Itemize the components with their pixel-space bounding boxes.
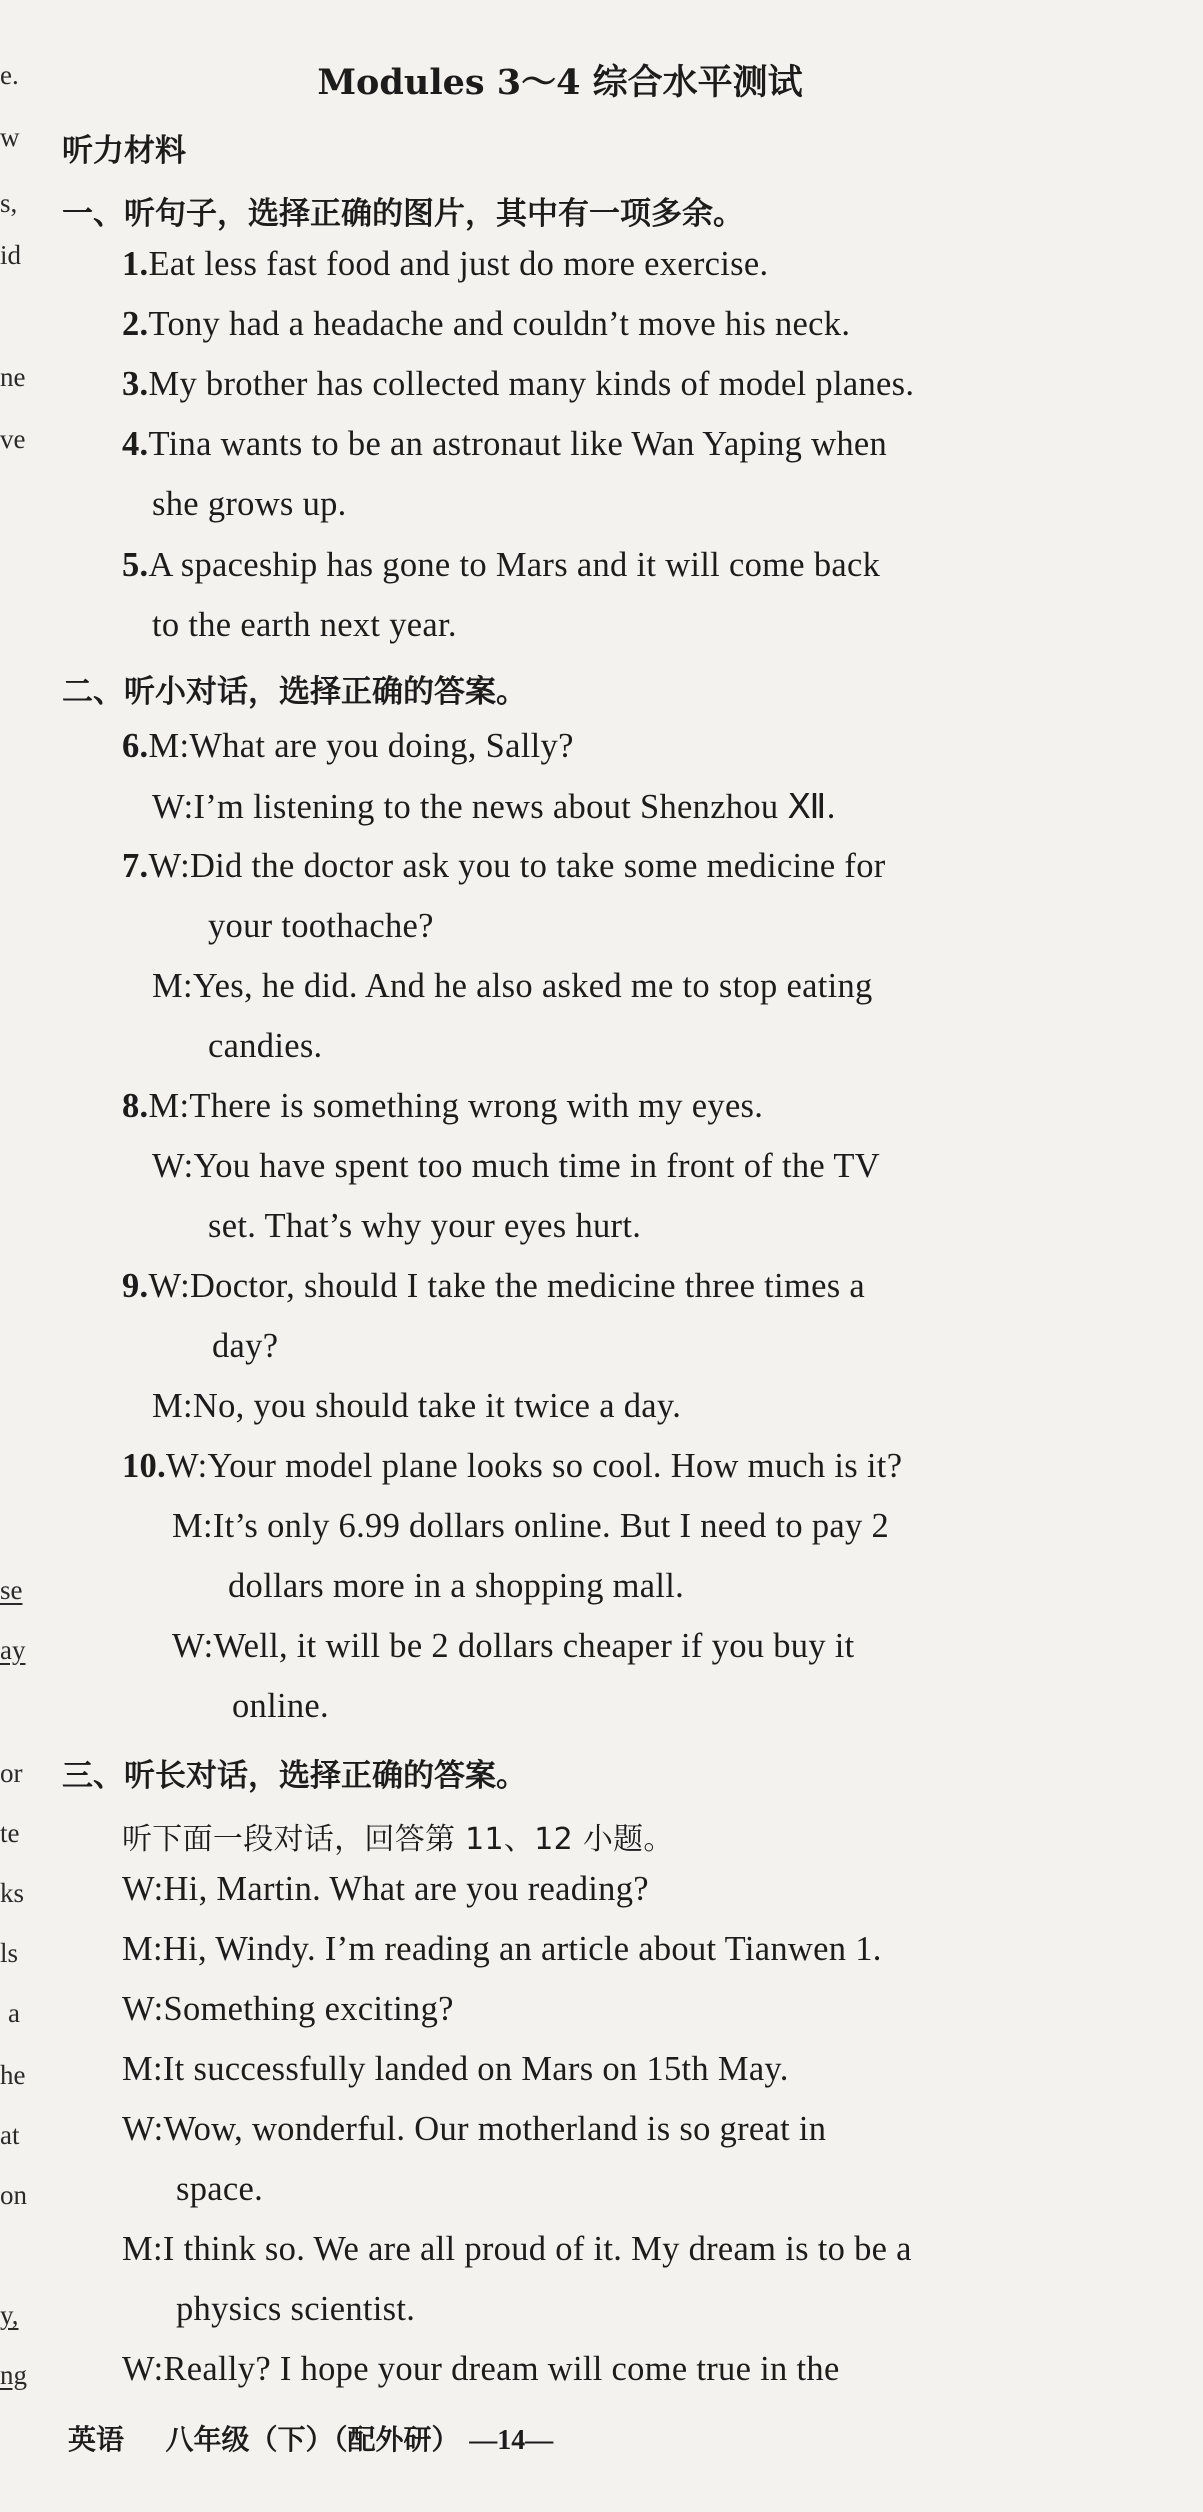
question-5-continued: to the earth next year. bbox=[152, 606, 457, 644]
margin-fragment: e. bbox=[0, 60, 19, 90]
margin-fragment: te bbox=[0, 1818, 20, 1848]
dialogue-text: Yes, he did. And he also asked me to stop eating bbox=[192, 967, 873, 1005]
question-7-line-1 bbox=[122, 847, 886, 886]
dialogue-line-5 bbox=[122, 2110, 826, 2149]
dialogue-text: Hi, Martin. What are you reading? bbox=[163, 1870, 649, 1908]
speaker: M: bbox=[148, 727, 190, 765]
margin-fragment: at bbox=[0, 2120, 20, 2150]
speaker: W: bbox=[172, 1627, 214, 1665]
question-7-line-2-continued: candies. bbox=[208, 1027, 323, 1065]
section-heading-listening-material: 听力材料 bbox=[62, 133, 186, 169]
margin-fragment: ay bbox=[0, 1635, 26, 1665]
part3-heading: 三、听长对话，选择正确的答案。 bbox=[62, 1758, 527, 1794]
margin-fragment: ve bbox=[0, 424, 26, 454]
dialogue-text: I think so. We are all proud of it. My dream is to be a bbox=[162, 2230, 912, 2268]
speaker: W: bbox=[122, 1870, 164, 1908]
dialogue-text: It’s only 6.99 dollars online. But I need to pay 2 bbox=[212, 1507, 890, 1545]
dialogue-line-3 bbox=[122, 1990, 454, 2029]
question-number: 6. bbox=[122, 727, 149, 765]
margin-fragment: ls bbox=[0, 1938, 19, 1968]
question-10-line-2 bbox=[172, 1507, 889, 1546]
page-footer bbox=[68, 2418, 553, 2458]
question-2 bbox=[122, 305, 850, 344]
question-text: Tina wants to be an astronaut like Wan Yaping when bbox=[148, 425, 888, 463]
speaker: W: bbox=[148, 847, 190, 885]
speaker: W: bbox=[152, 1147, 194, 1185]
dialogue-text: There is something wrong with my eyes. bbox=[189, 1087, 764, 1125]
dialogue-text: Well, it will be 2 dollars cheaper if you buy it bbox=[213, 1627, 855, 1665]
dialogue-text: What are you doing, Sally? bbox=[189, 727, 574, 765]
dialogue-line-6 bbox=[122, 2230, 912, 2269]
question-9-line-1-continued: day? bbox=[212, 1327, 279, 1365]
dialogue-text: Something exciting? bbox=[163, 1990, 454, 2028]
question-number: 4. bbox=[122, 425, 149, 463]
speaker: W: bbox=[152, 788, 194, 826]
footer-grade: 八年级（下）（配外研） bbox=[165, 2423, 460, 2456]
part3-intro: 听下面一段对话，回答第 11、12 小题。 bbox=[122, 1822, 674, 1857]
dialogue-text: No, you should take it twice a day. bbox=[192, 1387, 682, 1425]
question-9-line-2 bbox=[152, 1387, 681, 1426]
margin-fragment: on bbox=[0, 2180, 27, 2210]
margin-fragment: ks bbox=[0, 1878, 25, 1908]
question-4-continued: she grows up. bbox=[152, 485, 347, 523]
margin-fragment: se bbox=[0, 1575, 23, 1605]
question-10-line-3 bbox=[172, 1627, 855, 1666]
dialogue-line-4 bbox=[122, 2050, 789, 2089]
question-text: My brother has collected many kinds of model planes. bbox=[148, 365, 915, 403]
footer-subject: 英语 bbox=[68, 2423, 125, 2456]
dialogue-text: Hi, Windy. I’m reading an article about Tianwen 1. bbox=[162, 1930, 882, 1968]
question-9-line-1 bbox=[122, 1267, 865, 1306]
question-7-line-1-continued: your toothache? bbox=[208, 907, 434, 945]
margin-fragment: y, bbox=[0, 2300, 19, 2330]
question-text: A spaceship has gone to Mars and it will come back bbox=[148, 546, 881, 584]
dialogue-line-2 bbox=[122, 1930, 882, 1969]
page-title: Modules 3～4 综合水平测试 bbox=[317, 62, 803, 103]
dialogue-text: Doctor, should I take the medicine three times a bbox=[189, 1267, 865, 1305]
question-5 bbox=[122, 546, 880, 585]
question-number: 1. bbox=[122, 245, 149, 283]
question-10-line-1 bbox=[122, 1447, 902, 1486]
dialogue-line-6-continued: physics scientist. bbox=[176, 2290, 416, 2328]
speaker: M: bbox=[122, 2050, 163, 2088]
question-7-line-2 bbox=[152, 967, 873, 1006]
dialogue-text: Did the doctor ask you to take some medicine for bbox=[189, 847, 886, 885]
dialogue-line-7 bbox=[122, 2350, 840, 2389]
part2-heading: 二、听小对话，选择正确的答案。 bbox=[62, 674, 527, 710]
speaker: W: bbox=[148, 1267, 190, 1305]
question-number: 5. bbox=[122, 546, 149, 584]
question-text: Tony had a headache and couldn’t move his neck. bbox=[148, 305, 851, 343]
dialogue-line-5-continued: space. bbox=[176, 2170, 264, 2208]
margin-fragment: w bbox=[0, 122, 20, 152]
question-8-line-1 bbox=[122, 1087, 763, 1126]
speaker: W: bbox=[122, 1990, 164, 2028]
question-10-line-2-continued: dollars more in a shopping mall. bbox=[228, 1567, 685, 1605]
margin-fragment: he bbox=[0, 2060, 26, 2090]
question-3 bbox=[122, 365, 914, 404]
margin-fragment: or bbox=[0, 1758, 23, 1788]
question-6-line-1 bbox=[122, 727, 574, 766]
question-number: 2. bbox=[122, 305, 149, 343]
speaker: M: bbox=[172, 1507, 213, 1545]
question-1 bbox=[122, 245, 768, 284]
margin-fragment: ng bbox=[0, 2360, 27, 2390]
margin-fragment: a bbox=[8, 1998, 20, 2028]
speaker: M: bbox=[148, 1087, 190, 1125]
speaker: M: bbox=[122, 1930, 163, 1968]
dialogue-line-1 bbox=[122, 1870, 649, 1909]
question-8-line-2 bbox=[152, 1147, 880, 1186]
dialogue-text: You have spent too much time in front of the TV bbox=[193, 1147, 880, 1185]
margin-fragment: id bbox=[0, 240, 22, 270]
speaker: W: bbox=[122, 2350, 164, 2388]
dialogue-text: I’m listening to the news about Shenzhou Ⅻ. bbox=[193, 788, 836, 826]
question-number: 9. bbox=[122, 1267, 149, 1305]
speaker: W: bbox=[166, 1447, 208, 1485]
speaker: M: bbox=[152, 967, 193, 1005]
question-6-line-2 bbox=[152, 787, 836, 827]
margin-fragment: s, bbox=[0, 188, 18, 218]
question-number: 3. bbox=[122, 365, 149, 403]
margin-fragment: ne bbox=[0, 362, 26, 392]
speaker: W: bbox=[122, 2110, 164, 2148]
dialogue-text: Your model plane looks so cool. How much is it? bbox=[207, 1447, 903, 1485]
question-10-line-3-continued: online. bbox=[232, 1687, 329, 1725]
part1-heading: 一、听句子，选择正确的图片，其中有一项多余。 bbox=[62, 196, 744, 232]
dialogue-text: It successfully landed on Mars on 15th May. bbox=[162, 2050, 789, 2088]
dialogue-text: Wow, wonderful. Our motherland is so great in bbox=[163, 2110, 827, 2148]
page-number: —14— bbox=[469, 2425, 554, 2456]
question-number: 8. bbox=[122, 1087, 149, 1125]
speaker: M: bbox=[122, 2230, 163, 2268]
question-4 bbox=[122, 425, 887, 464]
question-text: Eat less fast food and just do more exercise. bbox=[148, 245, 769, 283]
question-number: 7. bbox=[122, 847, 149, 885]
dialogue-text: Really? I hope your dream will come true in the bbox=[163, 2350, 840, 2388]
question-number: 10. bbox=[122, 1447, 167, 1485]
question-8-line-2-continued: set. That’s why your eyes hurt. bbox=[208, 1207, 642, 1245]
speaker: M: bbox=[152, 1387, 193, 1425]
